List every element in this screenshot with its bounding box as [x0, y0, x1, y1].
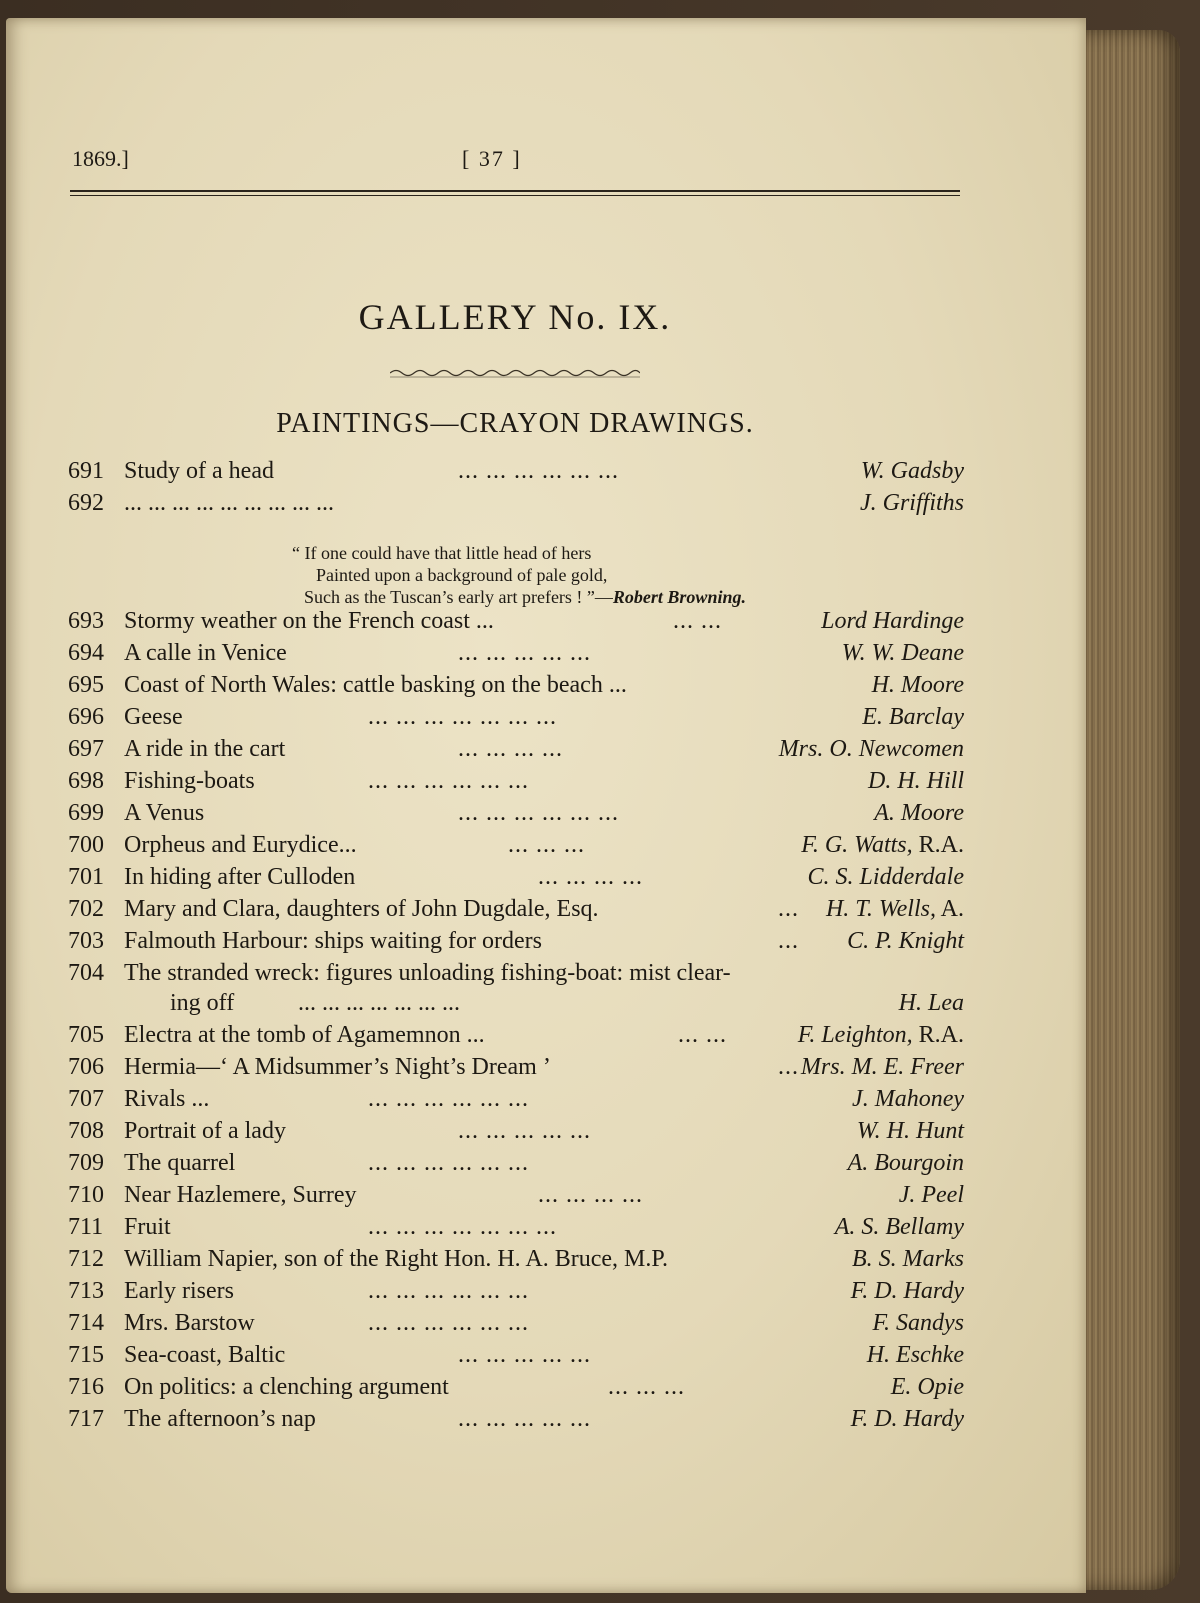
entry-artist: H. Eschke: [866, 1342, 964, 1368]
leader-dots: ... ... ... ... ... ...: [458, 800, 619, 826]
leader-dots: ...: [778, 1054, 799, 1080]
header-rule-thin: [70, 195, 960, 196]
ornament-divider: [390, 366, 640, 380]
entry-artist: W. Gadsby: [860, 458, 964, 484]
artist-title: R.A.: [912, 1022, 964, 1048]
entry-title: Near Hazlemere, Surrey: [124, 1182, 357, 1208]
leader-dots: ... ... ... ... ...: [458, 1118, 591, 1144]
epigraph-author: Robert Browning.: [612, 587, 746, 607]
leader-dots: ... ... ... ... ... ...: [368, 1278, 529, 1304]
catalogue-entry: [68, 1150, 964, 1182]
catalogue-entry: [68, 1246, 964, 1278]
leader-dots: ... ... ... ... ... ...: [458, 458, 619, 484]
entry-artist: W. W. Deane: [841, 640, 964, 666]
leader-dots: ... ... ...: [608, 1374, 685, 1400]
catalogue-entry: [68, 640, 964, 672]
leader-dots: ... ... ... ... ... ... ...: [368, 1214, 557, 1240]
entry-title: Mary and Clara, daughters of John Dugdale, Esq.: [124, 896, 599, 922]
entry-title: Electra at the tomb of Agamemnon ...: [124, 1022, 485, 1048]
entry-title: A Venus: [124, 800, 205, 826]
entry-number: 706: [68, 1054, 104, 1080]
leader-dots: ...: [778, 928, 799, 954]
epigraph-line-3: Such as the Tuscan’s early art prefers ! ”—Robert Browning.: [304, 587, 746, 607]
entry-artist: F. Sandys: [872, 1310, 964, 1336]
entry-artist: F. D. Hardy: [850, 1278, 964, 1304]
leader-dots: ... ... ... ...: [458, 736, 563, 762]
entry-title: The stranded wreck: figures unloading fishing-boat: mist clear-: [124, 960, 731, 986]
entry-number: 715: [68, 1342, 104, 1368]
entry-artist: H. Moore: [871, 672, 964, 698]
catalogue-entry: [68, 1374, 964, 1406]
header-page-number: [ 37 ]: [462, 146, 522, 171]
entry-title: Stormy weather on the French coast ...: [124, 608, 494, 634]
entry-artist: C. S. Lidderdale: [807, 864, 964, 890]
catalogue-entry: [68, 864, 964, 896]
entry-number: 695: [68, 672, 104, 698]
catalogue-entry: [68, 1054, 964, 1086]
gallery-title: GALLERY No. IX.: [358, 297, 672, 337]
leader-dots: ... ... ... ... ... ...: [368, 1310, 529, 1336]
entry-title: Hermia—‘ A Midsummer’s Night’s Dream ’: [124, 1054, 551, 1080]
leader-dots: ... ... ... ... ...: [458, 1406, 591, 1432]
entry-number: 700: [68, 832, 104, 858]
section-title: PAINTINGS—CRAYON DRAWINGS.: [276, 408, 754, 439]
entry-artist: F. Leighton, R.A.: [797, 1022, 964, 1048]
entry-number: 697: [68, 736, 104, 762]
catalogue-entry: [68, 768, 964, 800]
entry-artist: F. G. Watts, R.A.: [801, 832, 964, 858]
entry-number: 707: [68, 1086, 104, 1112]
catalogue-entry: [68, 1022, 964, 1054]
entry-artist: Lord Hardinge: [821, 608, 964, 634]
entry-title: A calle in Venice: [124, 640, 287, 666]
entry-number: 716: [68, 1374, 104, 1400]
leader-dots: ... ... ... ... ... ...: [368, 768, 529, 794]
catalogue-entry: [68, 1278, 964, 1310]
entry-number: 713: [68, 1278, 104, 1304]
entry-artist: A. Bourgoin: [847, 1150, 964, 1176]
catalogue-entry: [68, 1086, 964, 1118]
catalogue-entry: [68, 1342, 964, 1374]
catalogue-entry: [68, 960, 964, 1016]
leader-dots: ... ... ... ...: [538, 864, 643, 890]
entry-title: In hiding after Culloden: [124, 864, 356, 890]
entry-title: The afternoon’s nap: [124, 1406, 316, 1432]
entry-title-continuation: ing off: [170, 990, 235, 1016]
leader-dots: ... ... ... ... ... ...: [368, 1150, 529, 1176]
entry-number: 692: [68, 490, 104, 516]
entry-number: 714: [68, 1310, 104, 1336]
leader-dots: ... ...: [673, 608, 722, 634]
header-year: 1869.]: [72, 146, 129, 171]
entry-artist: Mrs. M. E. Freer: [800, 1054, 964, 1080]
entry-artist: W. H. Hunt: [856, 1118, 964, 1144]
leader-dots: ... ...: [678, 1022, 727, 1048]
entry-number: 693: [68, 608, 104, 634]
leader-dots: ... ... ... ... ... ... ...: [298, 990, 460, 1016]
epigraph-line-2: Painted upon a background of pale gold,: [316, 565, 608, 585]
leader-dots: ... ... ... ... ... ...: [368, 1086, 529, 1112]
entry-artist: B. S. Marks: [852, 1246, 964, 1272]
entry-title: ... ... ... ... ... ... ... ... ...: [124, 490, 334, 516]
leader-dots: ... ... ... ... ... ... ...: [368, 704, 557, 730]
entry-title: On politics: a clenching argument: [124, 1374, 449, 1400]
leader-dots: ... ... ... ...: [538, 1182, 643, 1208]
entry-number: 694: [68, 640, 104, 666]
entry-number: 702: [68, 896, 104, 922]
entry-artist: H. Lea: [898, 990, 964, 1016]
running-head: [72, 146, 962, 176]
entry-number: 698: [68, 768, 104, 794]
entry-number: 703: [68, 928, 104, 954]
leader-dots: ... ... ... ... ...: [458, 1342, 591, 1368]
entry-title: Early risers: [124, 1278, 234, 1304]
entry-artist: J. Griffiths: [859, 490, 964, 516]
entry-title: A ride in the cart: [124, 736, 286, 762]
catalogue-entry: [68, 458, 964, 490]
entry-artist: E. Barclay: [862, 704, 964, 730]
artist-title: A.: [935, 896, 964, 922]
entry-number: 709: [68, 1150, 104, 1176]
catalogue-entry: [68, 1406, 964, 1438]
entry-title: William Napier, son of the Right Hon. H. A. Bruce, M.P.: [124, 1246, 669, 1272]
entry-artist: F. D. Hardy: [850, 1406, 964, 1432]
entry-artist: J. Peel: [898, 1182, 964, 1208]
entry-title: Fishing-boats: [124, 768, 255, 794]
entry-title: Coast of North Wales: cattle basking on the beach ...: [124, 672, 627, 698]
entry-artist: A. Moore: [874, 800, 964, 826]
entry-artist: C. P. Knight: [847, 928, 964, 954]
entry-number: 712: [68, 1246, 104, 1272]
entry-title: The quarrel: [124, 1150, 236, 1176]
entry-title: Fruit: [124, 1214, 171, 1240]
catalogue-entry: [68, 1310, 964, 1342]
entry-number: 717: [68, 1406, 104, 1432]
entry-number: 704: [68, 960, 104, 986]
entry-number: 701: [68, 864, 104, 890]
entry-number: 691: [68, 458, 104, 484]
leader-dots: ... ... ...: [508, 832, 585, 858]
entry-number: 705: [68, 1022, 104, 1048]
entry-number: 708: [68, 1118, 104, 1144]
entry-number: 699: [68, 800, 104, 826]
catalogue-entry: [68, 1118, 964, 1150]
entry-artist: Mrs. O. Newcomen: [778, 736, 964, 762]
catalogue-entry: [68, 672, 964, 704]
catalogue-entry: [68, 832, 964, 864]
entry-title: Mrs. Barstow: [124, 1310, 255, 1336]
entry-number: 711: [68, 1214, 104, 1240]
entry-title: Sea-coast, Baltic: [124, 1342, 286, 1368]
catalogue-entry: [68, 928, 964, 960]
entry-title: Portrait of a lady: [124, 1118, 286, 1144]
page-edges: [1070, 30, 1180, 1590]
entry-artist: A. S. Bellamy: [834, 1214, 964, 1240]
entry-title: Study of a head: [124, 458, 274, 484]
entry-artist: H. T. Wells, A.: [825, 896, 964, 922]
entry-title: Orpheus and Eurydice...: [124, 832, 357, 858]
entry-artist: D. H. Hill: [868, 768, 964, 794]
epigraph-line-1: “ If one could have that little head of hers: [292, 543, 592, 563]
leader-dots: ...: [778, 896, 799, 922]
catalogue-entry: [68, 608, 964, 640]
catalogue-entry: [68, 800, 964, 832]
entry-title: Geese: [124, 704, 183, 730]
header-rule: [70, 190, 960, 192]
artist-title: R.A.: [912, 832, 964, 858]
catalogue-entry: [68, 490, 964, 522]
catalogue-entry: [68, 704, 964, 736]
catalogue-entry: [68, 1182, 964, 1214]
entry-artist: J. Mahoney: [852, 1086, 964, 1112]
entry-title: Falmouth Harbour: ships waiting for orders: [124, 928, 542, 954]
entry-artist: E. Opie: [890, 1374, 964, 1400]
catalogue-entry: [68, 1214, 964, 1246]
entry-number: 696: [68, 704, 104, 730]
leader-dots: ... ... ... ... ...: [458, 640, 591, 666]
entry-title: Rivals ...: [124, 1086, 210, 1112]
catalogue-entry: [68, 736, 964, 768]
entry-number: 710: [68, 1182, 104, 1208]
catalogue-entry: [68, 896, 964, 928]
